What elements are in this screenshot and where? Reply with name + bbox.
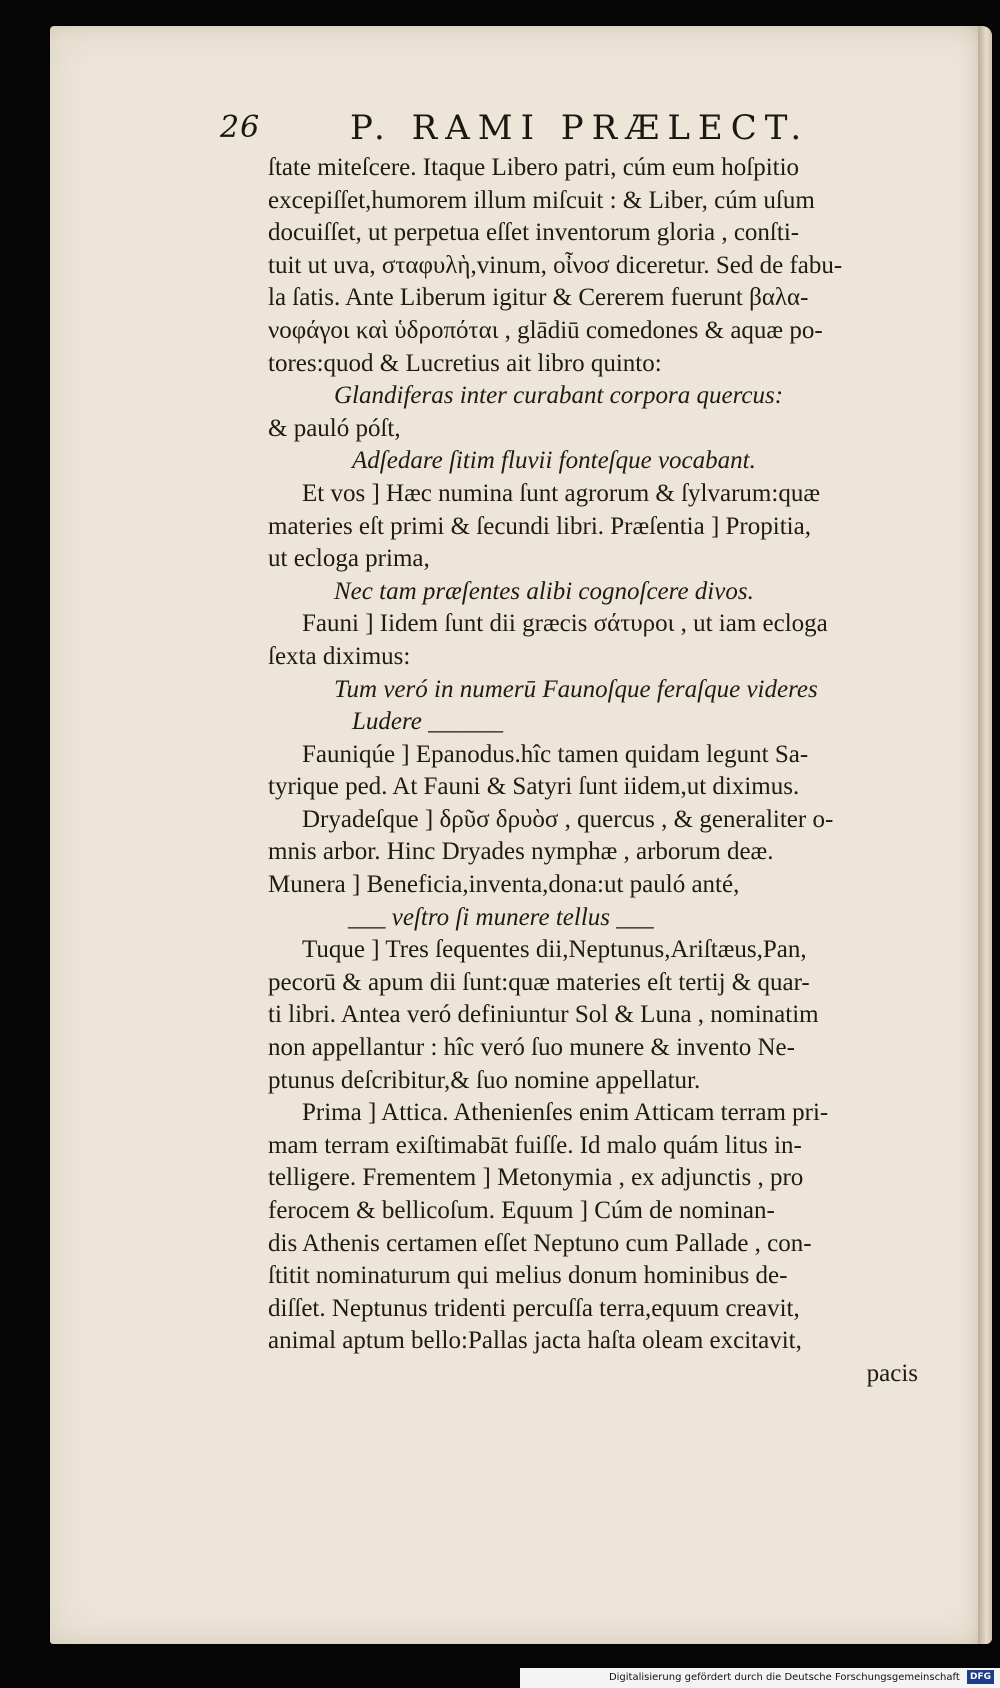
text-line: Dryadeſque ] δρῦσ δρυὸσ , quercus , & generaliter o- bbox=[302, 805, 834, 833]
text-line: excepiſſet,humorem illum miſcuit : & Liber, cúm uſum bbox=[268, 186, 815, 214]
text-line: Et vos ] Hæc numina ſunt agrorum & ſylvarum:quæ bbox=[302, 479, 820, 507]
text-line: dis Athenis certamen eſſet Neptuno cum Pallade , con- bbox=[268, 1229, 812, 1257]
text-line: ti libri. Antea veró definiuntur Sol & Luna , nominatim bbox=[268, 1001, 819, 1029]
text-line: mam terram exiſtimabāt fuiſſe. Id malo quám litus in- bbox=[268, 1131, 802, 1159]
text-line: ptunus deſcribitur,& ſuo nomine appellatur. bbox=[268, 1066, 701, 1094]
text-line: ſtate miteſcere. Itaque Libero patri, cúm eum hoſpitio bbox=[268, 154, 800, 181]
text-line: Fauni ] Iidem ſunt dii græcis σάτυροι , ut iam ecloga bbox=[302, 610, 828, 638]
text-line: non appellantur : hîc veró ſuo munere & invento Ne- bbox=[268, 1034, 795, 1062]
text-line: pecorū & apum dii ſunt:quæ materies eſt tertij & quar- bbox=[268, 968, 810, 996]
text-line: ut ecloga prima, bbox=[268, 545, 430, 573]
text-line: ferocem & bellicoſum. Equum ] Cúm de nominan- bbox=[268, 1197, 775, 1224]
text-line: ſtitit nominaturum qui melius donum hominibus de- bbox=[268, 1262, 788, 1290]
text-line: Fauniqúe ] Epanodus.hîc tamen quidam legunt Sa- bbox=[302, 740, 809, 768]
text-line: Tuque ] Tres ſequentes dii,Neptunus,Ariſtæus,Pan, bbox=[302, 936, 807, 964]
verse-quote: Adſedare ſitim fluvii fonteſque vocabant. bbox=[352, 447, 756, 475]
page-header bbox=[220, 86, 920, 146]
text-line: Prima ] Attica. Athenienſes enim Atticam terram pri- bbox=[302, 1099, 829, 1127]
footer-credit bbox=[520, 1668, 1000, 1688]
text-line: νοφάγοι καὶ ὑδροπόται , glādiū comedones & aquæ po- bbox=[268, 316, 823, 344]
text-line: tyrique ped. At Fauni & Satyri ſunt iidem,ut diximus. bbox=[268, 773, 800, 801]
text-line: materies eſt primi & ſecundi libri. Præſentia ] Propitia, bbox=[268, 512, 811, 540]
running-head: P. RAMI PRÆLECT. bbox=[350, 108, 810, 148]
text-line: telligere. Frementem ] Metonymia , ex adjunctis , pro bbox=[268, 1164, 804, 1192]
text-line: mnis arbor. Hinc Dryades nymphæ , arborum deæ. bbox=[268, 838, 774, 866]
text-line: la ſatis. Ante Liberum igitur & Cererem fuerunt βαλα- bbox=[268, 284, 809, 312]
body-text bbox=[268, 152, 918, 1391]
text-line: tuit ut uva, σταφυλὴ,vinum, οἶνοσ diceretur. Sed de fabu- bbox=[268, 251, 843, 279]
text-line: Munera ] Beneficia,inventa,dona:ut pauló anté, bbox=[268, 871, 740, 899]
page-edge bbox=[978, 26, 992, 1644]
text-line: tores:quod & Lucretius ait libro quinto: bbox=[268, 349, 662, 377]
verse-quote: ___ veſtro ſi munere tellus ___ bbox=[348, 903, 654, 931]
verse-quote: Ludere ______ bbox=[352, 708, 504, 736]
verse-quote: Glandiferas inter curabant corpora quercus: bbox=[334, 382, 784, 410]
text-line: diſſet. Neptunus tridenti percuſſa terra,equum creavit, bbox=[268, 1294, 800, 1322]
verse-quote: Tum veró in numerū Faunoſque feraſque videres bbox=[334, 675, 818, 703]
catchword: pacis bbox=[866, 1359, 918, 1387]
text-line: ſexta diximus: bbox=[268, 642, 411, 670]
text-line: & pauló póſt, bbox=[268, 414, 401, 442]
text-line: docuiſſet, ut perpetua eſſet inventorum gloria , conſti- bbox=[268, 219, 800, 247]
verse-quote: Nec tam præſentes alibi cognoſcere divos. bbox=[334, 577, 754, 605]
page-number: 26 bbox=[220, 110, 261, 145]
dfg-logo: DFG bbox=[967, 1670, 994, 1684]
text-line: animal aptum bello:Pallas jacta haſta oleam excitavit, bbox=[268, 1327, 802, 1355]
footer-text: Digitalisierung gefördert durch die Deutsche Forschungsgemeinschaft bbox=[608, 1672, 960, 1683]
